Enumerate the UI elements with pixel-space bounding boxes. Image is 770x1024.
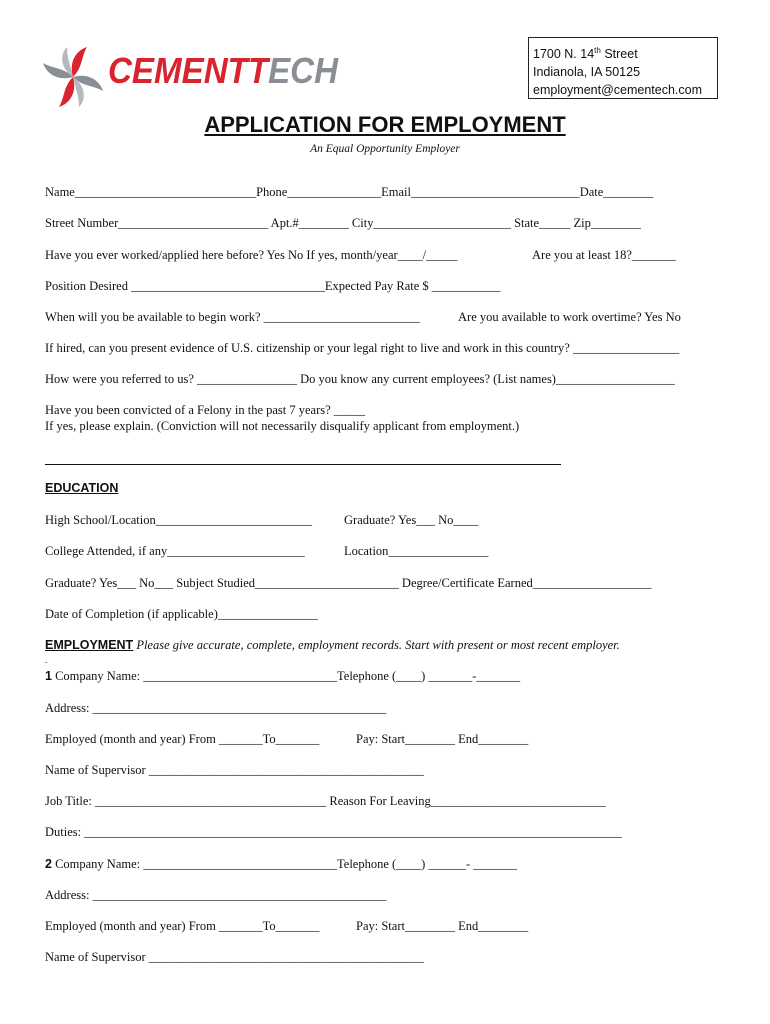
college-line[interactable]: College Attended, if any______________________ [45, 544, 305, 558]
company-address-box [528, 37, 718, 99]
employer-2-address-line[interactable]: Address: _______________________________________________ [45, 888, 387, 902]
employer-1-duties-line[interactable]: Duties: ______________________________________________________________________________________ [45, 825, 622, 839]
employer-1-address-line[interactable]: Address: _______________________________________________ [45, 701, 387, 715]
company-logo [42, 44, 339, 110]
availability-line[interactable]: When will you be available to begin work? _________________________ [45, 310, 420, 324]
address-line-2: Indianola, IA 50125 [533, 65, 641, 80]
citizenship-line[interactable]: If hired, can you present evidence of U.S. citizenship or your legal right to live and work in this country? _________________ [45, 341, 680, 355]
education-heading: EDUCATION [45, 481, 119, 495]
employment-note: Please give accurate, complete, employment records. Start with present or most recent employer. [133, 638, 620, 652]
completion-date-line[interactable]: Date of Completion (if applicable)________________ [45, 607, 318, 621]
employer-2-pay-line[interactable]: Pay: Start________ End________ [356, 919, 529, 933]
felony-explain-field[interactable] [45, 464, 561, 465]
college-location-line[interactable]: Location________________ [344, 544, 489, 558]
position-pay-line[interactable]: Position Desired _______________________________Expected Pay Rate $ ___________ [45, 279, 501, 293]
felony-line[interactable]: Have you been convicted of a Felony in the past 7 years? _____ [45, 403, 366, 417]
worked-before-line[interactable]: Have you ever worked/applied here before? Yes No If yes, month/year____/_____ [45, 248, 458, 262]
employment-heading: EMPLOYMENT [45, 638, 134, 652]
high-school-line[interactable]: High School/Location_________________________ [45, 513, 312, 527]
employer-2-company-line[interactable]: 2 Company Name: _______________________________Telephone (____) ______- _______ [45, 857, 517, 871]
form-subtitle: An Equal Opportunity Employer [310, 143, 460, 155]
employment-heading-row [45, 638, 620, 653]
employer-1-jobtitle-line[interactable]: Job Title: _____________________________________ Reason For Leaving____________________________ [45, 794, 606, 808]
degree-line[interactable]: Graduate? Yes___ No___ Subject Studied_______________________ Degree/Certificate Earned___________________ [45, 576, 652, 590]
form-title: APPLICATION FOR EMPLOYMENT [204, 112, 566, 137]
referral-line[interactable]: How were you referred to us? ________________ Do you know any current employees? (List names)___________________ [45, 372, 675, 386]
pinwheel-logo-icon [42, 44, 104, 110]
employer-2-supervisor-line[interactable]: Name of Supervisor ____________________________________________ [45, 950, 424, 964]
employer-1-pay-line[interactable]: Pay: Start________ End________ [356, 732, 529, 746]
logo-wordmark: CEMENTTECH [108, 50, 339, 91]
company-email: employment@cementech.com [533, 83, 703, 98]
employer-1-company-line[interactable]: 1 Company Name: _______________________________Telephone (____) _______-_______ [45, 669, 521, 683]
stray-dot: . [45, 655, 48, 665]
hs-graduate-line[interactable]: Graduate? Yes___ No____ [344, 513, 479, 527]
age-18-line[interactable]: Are you at least 18?_______ [532, 248, 676, 262]
employer-1-dates-line[interactable]: Employed (month and year) From _______To_______ [45, 732, 320, 746]
address-line-1: 1700 N. 14th Street [533, 46, 638, 62]
overtime-line[interactable]: Are you available to work overtime? Yes No [458, 310, 681, 324]
address-line[interactable]: Street Number________________________ Apt.#________ City______________________ State_____ Zip________ [45, 216, 641, 230]
employer-1-supervisor-line[interactable]: Name of Supervisor ____________________________________________ [45, 763, 424, 777]
name-phone-email-date-line[interactable]: Name_____________________________Phone_______________Email___________________________Date________ [45, 185, 654, 199]
employer-2-dates-line[interactable]: Employed (month and year) From _______To_______ [45, 919, 320, 933]
felony-explain-label: If yes, please explain. (Conviction will not necessarily disqualify applicant from employment.) [45, 419, 520, 433]
